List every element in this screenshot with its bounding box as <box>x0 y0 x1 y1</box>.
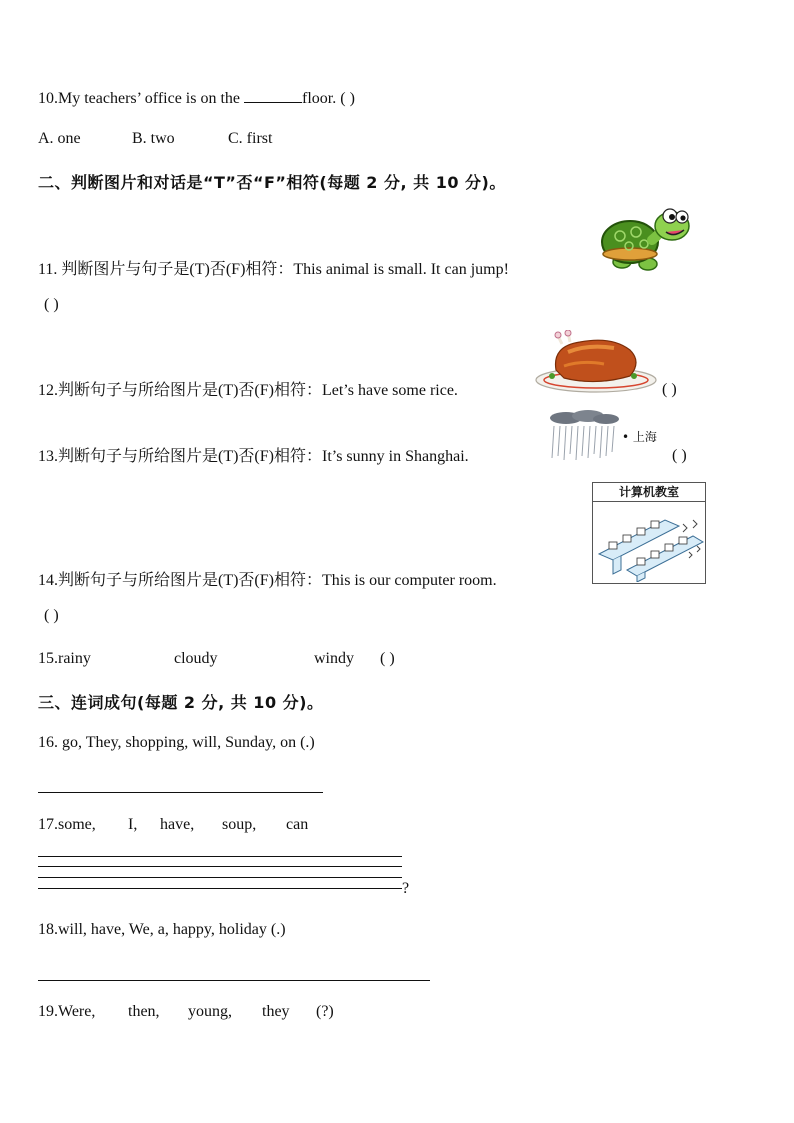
word-can: can <box>286 816 309 833</box>
option-c: C. first <box>228 130 273 147</box>
word-were: 19.Were, <box>38 1003 96 1020</box>
computer-room-sign: 计算机教室 <box>593 483 705 502</box>
answer-line-18[interactable] <box>38 980 430 981</box>
answer-line-17a[interactable] <box>38 856 402 857</box>
question-10-suffix: floor. ( ) <box>302 90 355 107</box>
question-12: 12.判断句子与所给图片是(T)否(F)相符：Let’s have some rice. <box>38 382 458 399</box>
question-mark: ? <box>402 880 410 897</box>
word-have: have, <box>160 816 195 833</box>
question-18: 18.will, have, We, a, happy, holiday (.) <box>38 921 286 938</box>
section-2-title: 二、判断图片和对话是“T”否“F”相符(每题 2 分, 共 10 分)。 <box>38 173 506 192</box>
answer-blank[interactable] <box>244 88 302 103</box>
answer-paren-15[interactable]: ( ) <box>380 650 395 667</box>
answer-paren-14[interactable]: ( ) <box>44 607 59 624</box>
question-13: 13.判断句子与所给图片是(T)否(F)相符：It’s sunny in Shanghai. <box>38 448 469 465</box>
answer-paren-13[interactable]: ( ) <box>672 447 687 464</box>
question-10-prefix: 10.My teachers’ office is on the <box>38 90 241 107</box>
question-11: 11. 判断图片与句子是(T)否(F)相符：This animal is small. It can jump! <box>38 261 509 278</box>
word-they: they <box>262 1003 290 1020</box>
turtle-picture <box>598 204 694 276</box>
answer-line-17c[interactable] <box>38 877 402 878</box>
roast-chicken-picture <box>534 330 658 396</box>
word-cloudy: cloudy <box>174 650 218 667</box>
rain-cloud-picture <box>548 408 620 462</box>
word-question-mark: (?) <box>316 1003 334 1020</box>
shanghai-map-label: • 上海 <box>622 430 657 444</box>
answer-paren-12[interactable]: ( ) <box>662 381 677 398</box>
word-windy: windy <box>314 650 354 667</box>
section-3-title: 三、连词成句(每题 2 分, 共 10 分)。 <box>38 693 324 712</box>
word-young: young, <box>188 1003 232 1020</box>
word-rainy: 15.rainy <box>38 650 91 667</box>
question-16: 16. go, They, shopping, will, Sunday, on (.) <box>38 734 315 751</box>
answer-line-16[interactable] <box>38 792 323 793</box>
answer-paren-11[interactable]: ( ) <box>44 296 59 313</box>
word-i: I, <box>128 816 138 833</box>
word-then: then, <box>128 1003 160 1020</box>
computer-room-picture <box>592 482 706 584</box>
question-10 <box>38 88 355 109</box>
answer-line-17b[interactable] <box>38 866 402 867</box>
option-a: A. one <box>38 130 81 147</box>
answer-line-17d[interactable] <box>38 888 402 889</box>
option-b: B. two <box>132 130 175 147</box>
word-soup: soup, <box>222 816 257 833</box>
word-some: 17.some, <box>38 816 96 833</box>
computer-desks-drawing <box>593 502 704 582</box>
question-14: 14.判断句子与所给图片是(T)否(F)相符：This is our computer room. <box>38 572 497 589</box>
